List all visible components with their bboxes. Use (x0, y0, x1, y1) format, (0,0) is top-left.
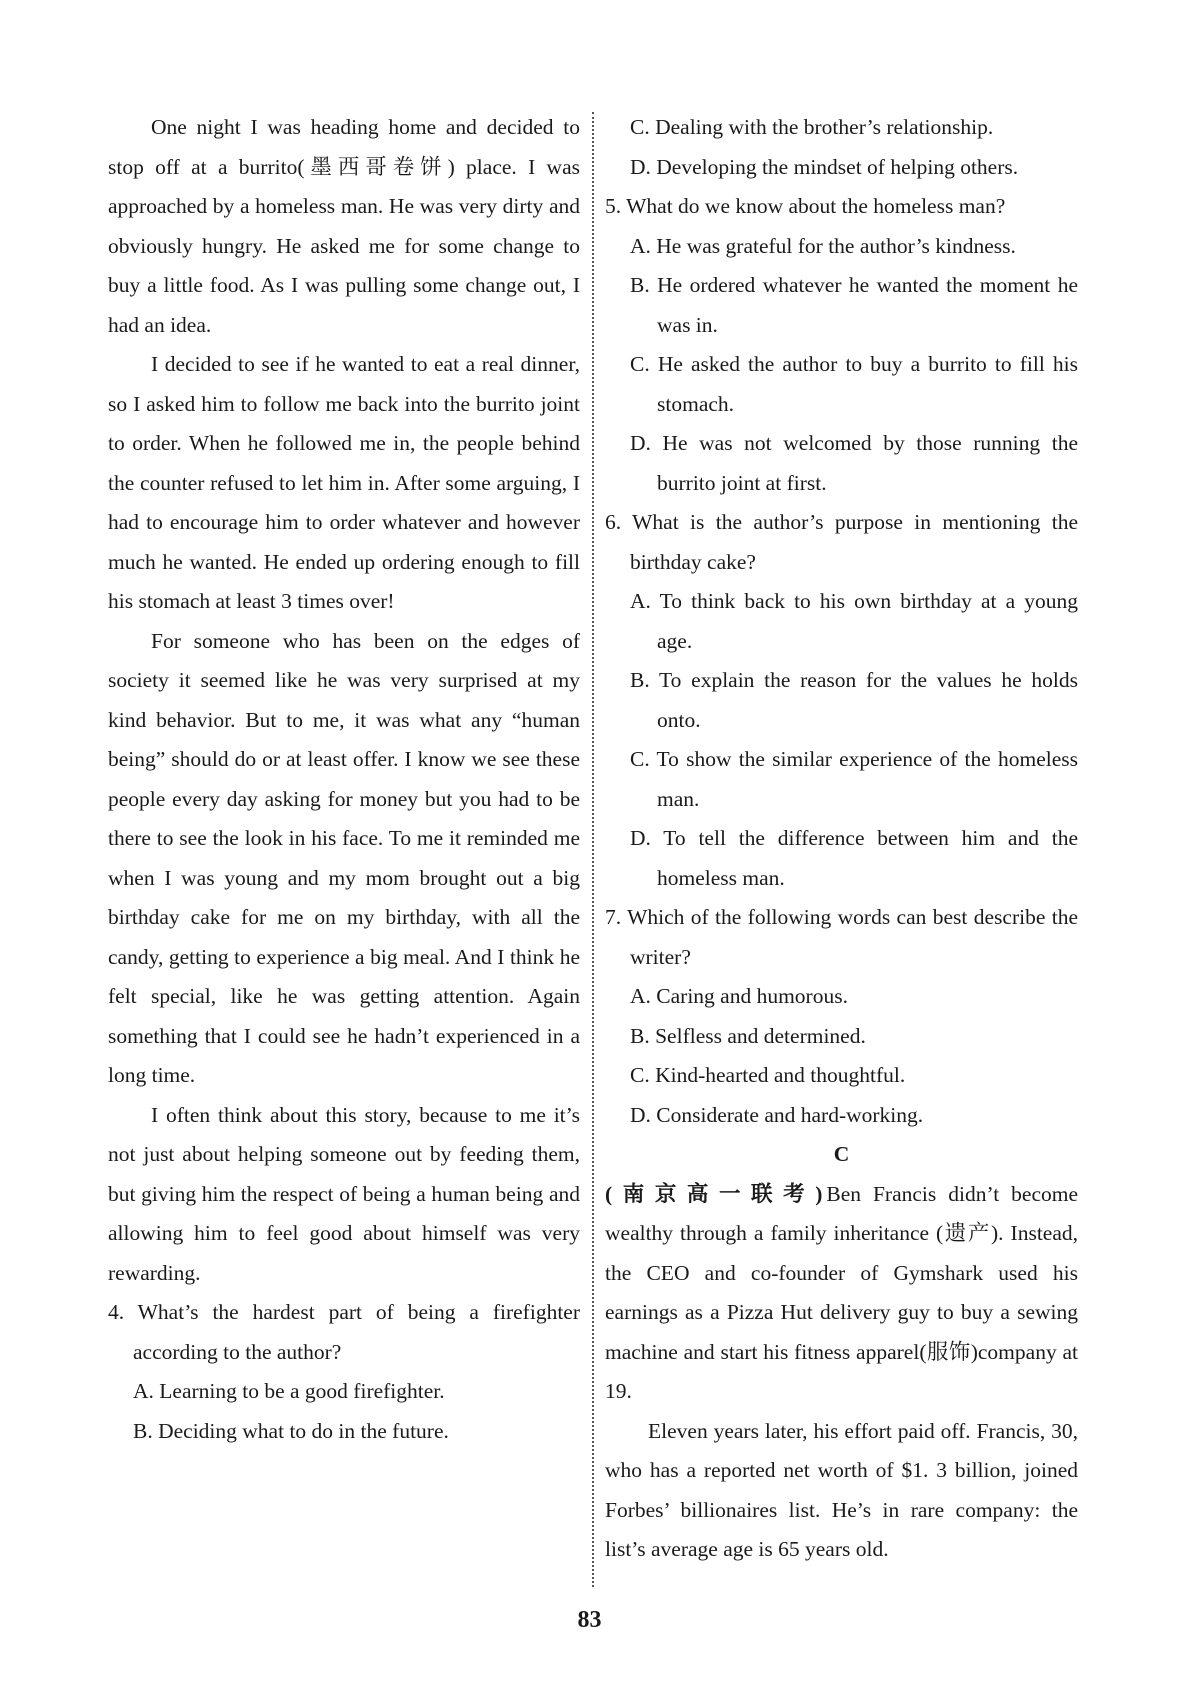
question-4-option-a: A. Learning to be a good firefighter. (133, 1379, 445, 1403)
question-6-option-d: D. To tell the difference between him and the homeless man. (630, 826, 1078, 890)
column-divider (592, 112, 594, 1587)
passage-c-paragraph-1-text: Ben Francis didn’t become wealthy through a family inheritance (遗产). Instead, the CEO and co-founder of Gymshark used his earnings as a Pizza Hut delivery guy to buy a sewing machine and start his fitness apparel(服饰)company at 19. (605, 1181, 1079, 1403)
passage-paragraph-1: One night I was heading home and decided to stop off at a burrito(墨西哥卷饼) place. I was approached by a homeless man. He was very dirty and obviously hungry. He asked me for some change to buy a little food. As I was pulling some change out, I had an idea. (108, 115, 580, 337)
question-6-option-c: C. To show the similar experience of the homeless man. (630, 747, 1078, 811)
question-5-option-d: D. He was not welcomed by those running the burrito joint at first. (630, 431, 1078, 495)
question-5-option-b: B. He ordered whatever he wanted the moment he was in. (630, 273, 1078, 337)
question-7-option-c: C. Kind-hearted and thoughtful. (630, 1063, 906, 1087)
question-4-option-c: C. Dealing with the brother’s relationship. (630, 115, 994, 139)
passage-paragraph-4: I often think about this story, because to me it’s not just about helping someone out by feeding them, but giving him the respect of being a human being and allowing him to feel good about himself was very rewarding. (108, 1102, 580, 1285)
left-column (108, 108, 580, 1451)
passage-paragraph-2: I decided to see if he wanted to eat a real dinner, so I asked him to follow me back into the burrito joint to order. When he followed me in, the people behind the counter refused to let him in. After some arguing, I had to encourage him to order whatever and however much he wanted. He ended up ordering enough to fill his stomach at least 3 times over! (108, 352, 580, 613)
passage-source: (南京高一联考) (605, 1181, 827, 1206)
question-6-option-a: A. To think back to his own birthday at a young age. (630, 589, 1078, 653)
question-7-stem: 7. Which of the following words can best describe the writer? (605, 905, 1078, 969)
question-7-option-a: A. Caring and humorous. (630, 984, 848, 1008)
passage-c-paragraph-1 (605, 1175, 1078, 1412)
question-7-option-b: B. Selfless and determined. (630, 1023, 866, 1048)
page-number: 83 (577, 1607, 602, 1633)
question-7-option-d: D. Considerate and hard-working. (630, 1102, 924, 1127)
question-6-option-b: B. To explain the reason for the values he holds onto. (630, 668, 1078, 732)
question-5-option-a: A. He was grateful for the author’s kindness. (630, 233, 1016, 258)
passage-c-paragraph-2: Eleven years later, his effort paid off. Francis, 30, who has a reported net worth of $1. 3 billion, joined Forbes’ billionaires list. He’s in rare company: the list’s average age is 65 years old. (605, 1418, 1078, 1561)
question-5-stem: 5. What do we know about the homeless man? (605, 194, 1006, 218)
question-6-stem: 6. What is the author’s purpose in mentioning the birthday cake? (605, 510, 1078, 574)
passage-paragraph-3: For someone who has been on the edges of society it seemed like he was very surprised at my kind behavior. But to me, it was what any “human being” should do or at least offer. I know we see these people every day asking for money but you had to be there to see the look in his face. To me it reminded me when I was young and my mom brought out a big birthday cake for me on my birthday, with all the candy, getting to experience a big meal. And I think he felt special, like he was getting attention. Again something that I could see he hadn’t experienced in a long time. (108, 628, 580, 1087)
question-4-stem: 4. What’s the hardest part of being a firefighter according to the author? (108, 1300, 580, 1364)
question-4-option-b: B. Deciding what to do in the future. (133, 1418, 449, 1443)
right-column (605, 108, 1078, 1570)
question-4-option-d: D. Developing the mindset of helping others. (630, 154, 1019, 179)
section-heading: C (833, 1142, 850, 1166)
question-5-option-c: C. He asked the author to buy a burrito to fill his stomach. (630, 352, 1078, 416)
